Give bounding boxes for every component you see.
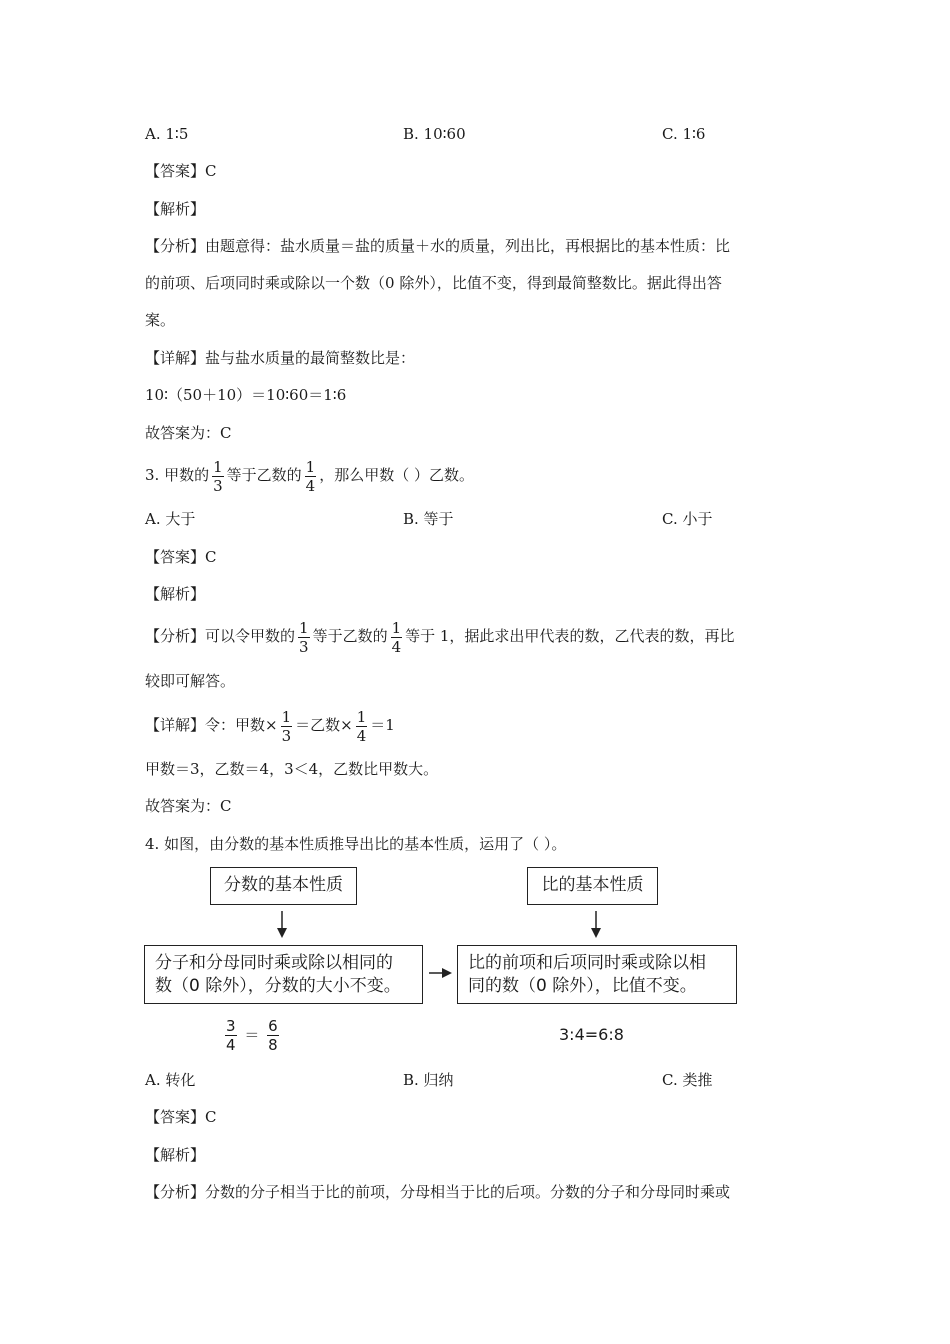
q3-analysis-fraction-one-quarter — [391, 619, 403, 656]
q3-detail-fraction-one-third — [281, 708, 293, 745]
fraction-numerator: 6 — [268, 1017, 278, 1035]
q3-option-c: C. 小于 — [662, 510, 713, 528]
equation-equals-sign: ＝ — [244, 1026, 260, 1044]
q2-jiexi-label: 【解析】 — [145, 200, 206, 218]
q3-detail-post: ＝1 — [370, 716, 395, 734]
diagram-box-ratio-property-title: 比的基本性质 — [527, 867, 658, 905]
q3-fraction-one-third — [212, 458, 224, 495]
q2-analysis-line-1: 【分析】由题意得：盐水质量＝盐的质量＋水的质量，列出比，再根据比的基本性质：比 — [145, 237, 731, 255]
fraction-numerator: 3 — [226, 1017, 236, 1035]
q3-stem — [145, 455, 474, 495]
q3-analysis-fraction-one-third — [298, 619, 310, 656]
q3-stem-mid: 等于乙数的 — [226, 466, 302, 484]
q2-option-c: C. 1∶6 — [662, 125, 706, 143]
q3-answer: 【答案】C — [145, 548, 217, 566]
q3-analysis-line-2: 较即可解答。 — [145, 672, 236, 690]
ratio-property-line-2: 同的数（0 除外），比值不变。 — [468, 976, 697, 996]
fraction-property-line-1: 分子和分母同时乘或除以相同的 — [155, 953, 393, 973]
fraction-property-line-2: 数（0 除外），分数的大小不变。 — [155, 976, 401, 996]
q3-analysis-post: 等于 1，据此求出甲代表的数，乙代表的数，再比 — [405, 627, 735, 645]
q3-detail-fraction-one-quarter — [356, 708, 368, 745]
q2-option-a: A. 1∶5 — [145, 125, 189, 143]
q3-detail-pre: 【详解】令：甲数× — [145, 716, 278, 734]
q2-answer: 【答案】C — [145, 162, 217, 180]
ratio-equation: 3:4=6:8 — [559, 1025, 624, 1044]
fraction-numerator: 1 — [356, 707, 367, 726]
q2-detail: 【详解】盐与盐水质量的最简整数比是： — [145, 349, 416, 367]
diagram-box-fraction-property-detail — [144, 945, 423, 1004]
q3-analysis-mid: 等于乙数的 — [312, 627, 388, 645]
q3-jiexi-label: 【解析】 — [145, 585, 206, 603]
fraction-equation — [222, 1015, 282, 1055]
q4-option-b: B. 归纳 — [403, 1071, 454, 1089]
equation-left-fraction — [225, 1017, 237, 1054]
fraction-denominator: 3 — [299, 637, 309, 656]
q3-stem-post: ，那么甲数（ ）乙数。 — [319, 466, 474, 484]
fraction-numerator: 1 — [281, 707, 292, 726]
ratio-property-line-1: 比的前项和后项同时乘或除以相 — [468, 953, 706, 973]
q3-stem-pre: 3. 甲数的 — [145, 466, 210, 484]
q2-analysis-line-2: 的前项、后项同时乘或除以一个数（0 除外），比值不变，得到最简整数比。据此得出答 — [145, 274, 722, 292]
q3-detail-mid: ＝乙数× — [295, 716, 353, 734]
equation-right-fraction — [267, 1017, 279, 1054]
q3-analysis-pre: 【分析】可以令甲数的 — [145, 627, 296, 645]
fraction-numerator: 1 — [299, 618, 309, 637]
q4-jiexi-label: 【解析】 — [145, 1146, 206, 1164]
fraction-denominator: 4 — [391, 637, 402, 656]
fraction-numerator: 1 — [391, 618, 402, 637]
fraction-denominator: 8 — [268, 1036, 278, 1054]
q3-result: 甲数＝3，乙数＝4，3＜4，乙数比甲数大。 — [145, 760, 439, 778]
q3-fraction-one-quarter — [305, 458, 317, 495]
q4-stem: 4. 如图，由分数的基本性质推导出比的基本性质，运用了（ ）。 — [145, 835, 567, 853]
fraction-denominator: 4 — [305, 476, 316, 495]
diagram-box-fraction-property-title: 分数的基本性质 — [210, 867, 357, 905]
q2-option-b: B. 10∶60 — [403, 125, 466, 143]
q4-answer: 【答案】C — [145, 1108, 217, 1126]
fraction-denominator: 4 — [356, 726, 367, 745]
q3-option-b: B. 等于 — [403, 510, 454, 528]
q3-detail — [145, 705, 395, 745]
q3-analysis-line-1 — [145, 616, 734, 656]
q2-calculation: 10∶（50＋10）＝10∶60＝1∶6 — [145, 386, 347, 404]
q2-final-answer: 故答案为：C — [145, 424, 232, 442]
q4-option-c: C. 类推 — [662, 1071, 713, 1089]
fraction-denominator: 4 — [226, 1036, 236, 1054]
q2-analysis-line-3: 案。 — [145, 311, 176, 329]
fraction-denominator: 3 — [281, 726, 292, 745]
q3-option-a: A. 大于 — [145, 510, 196, 528]
q3-final-answer: 故答案为：C — [145, 797, 232, 815]
q4-option-a: A. 转化 — [145, 1071, 196, 1089]
fraction-denominator: 3 — [213, 476, 223, 495]
fraction-numerator: 1 — [305, 457, 316, 476]
diagram-box-ratio-property-detail — [457, 945, 737, 1004]
q4-analysis-line-1: 【分析】分数的分子相当于比的前项，分母相当于比的后项。分数的分子和分母同时乘或 — [145, 1183, 731, 1201]
fraction-numerator: 1 — [213, 457, 223, 476]
